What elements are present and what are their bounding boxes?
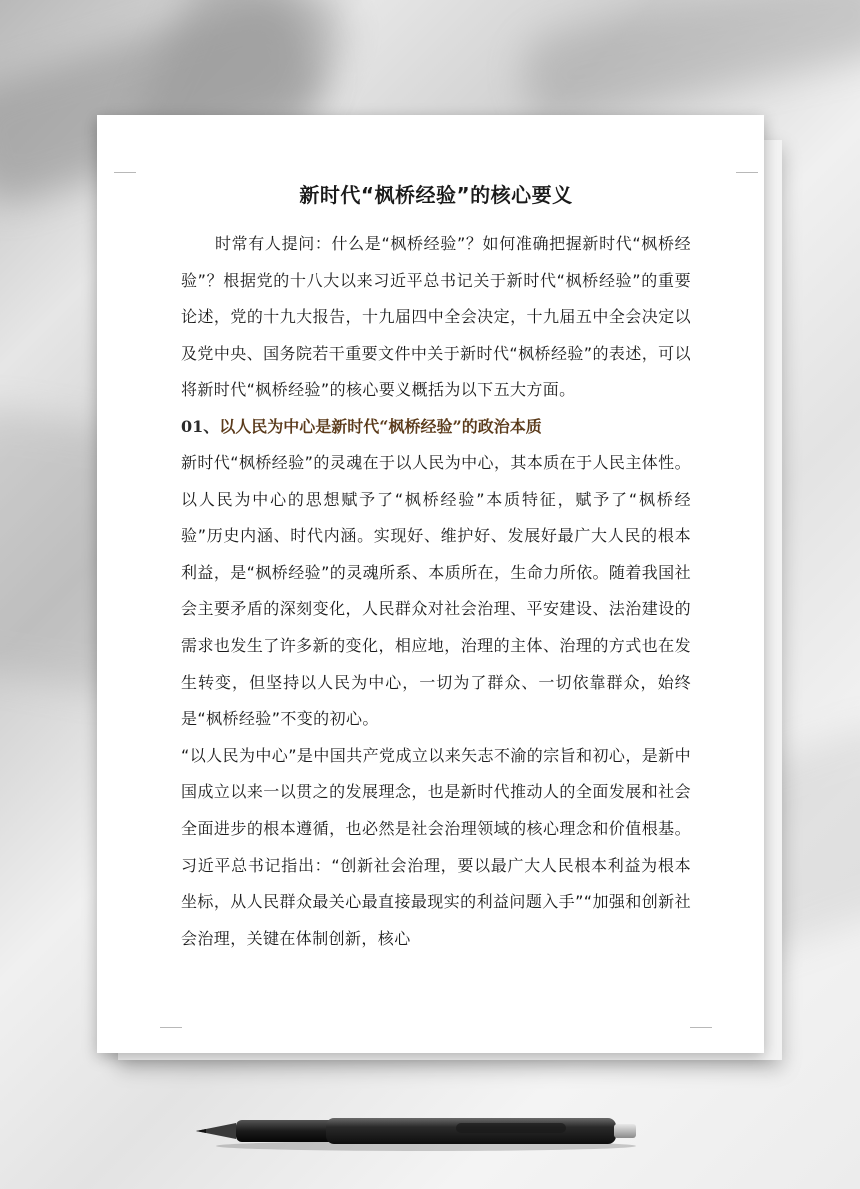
crop-mark: [690, 1027, 712, 1028]
section-number: 01、: [181, 416, 220, 436]
document-content: [181, 180, 691, 1020]
crop-mark: [160, 1027, 182, 1028]
body-paragraph: 新时代“枫桥经验”的灵魂在于以人民为中心，其本质在于人民主体性。以人民为中心的思想赋予了“枫桥经验”本质特征，赋予了“枫桥经验”历史内涵、时代内涵。实现好、维护好、发展好最广大人民的根本利益，是“枫桥经验”的灵魂所系、本质所在，生命力所依。随着我国社会主要矛盾的深刻变化，人民群众对社会治理、平安建设、法治建设的需求也发生了许多新的变化，相应地，治理的主体、治理的方式也在发生转变，但坚持以人民为中心，一切为了群众、一切依靠群众，始终是“枫桥经验”不变的初心。: [181, 452, 691, 729]
body-paragraph: “以人民为中心”是中国共产党成立以来矢志不渝的宗旨和初心，是新中国成立以来一以贯之的发展理念，也是新时代推动人的全面发展和社会全面进步的根本遵循，也必然是社会治理领域的核心理念和价值根基。习近平总书记指出：“创新社会治理，要以最广大人民根本利益为根本坐标，从人民群众最关心最直接最现实的利益问题入手”“加强和创新社会治理，关键在体制创新，核心: [181, 745, 691, 948]
background-shadow: [515, 0, 860, 129]
crop-mark: [114, 172, 136, 173]
document-title: 新时代“枫桥经验”的核心要义: [299, 183, 573, 207]
pen-icon: [196, 1110, 640, 1152]
crop-mark: [736, 172, 758, 173]
intro-paragraph: 时常有人提问：什么是“枫桥经验”？如何准确把握新时代“枫桥经验”？根据党的十八大以来习近平总书记关于新时代“枫桥经验”的重要论述，党的十九大报告，十九届四中全会决定，十九届五中全会决定以及党中央、国务院若干重要文件中关于新时代“枫桥经验”的表述，可以将新时代“枫桥经验”的核心要义概括为以下五大方面。: [181, 234, 691, 400]
section-heading: [181, 409, 691, 445]
section-title: 以人民为中心是新时代“枫桥经验”的政治本质: [219, 416, 542, 436]
